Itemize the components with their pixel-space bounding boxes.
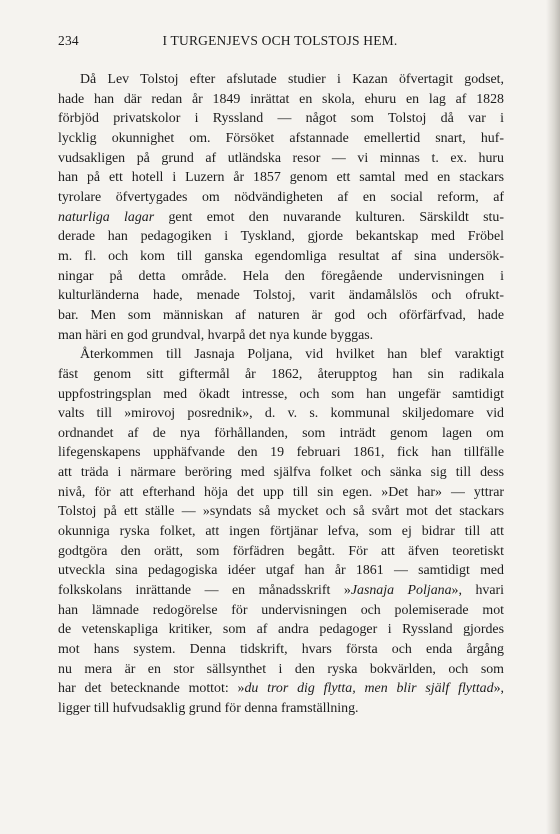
page-number: 234 bbox=[58, 33, 79, 48]
page-header bbox=[58, 33, 502, 53]
text-line bbox=[58, 443, 504, 463]
text-line bbox=[58, 463, 504, 483]
text-run: Då Lev Tolstoj efter afslutade studier i Kazan öfvertagit godset, bbox=[80, 72, 504, 87]
text-run: derade han pedagogiken i Tyskland, gjorde bekantskap med Fröbel bbox=[58, 229, 504, 245]
text-line bbox=[58, 306, 504, 326]
text-run: vudsakligen på grund af utländska resor — vi minnas t. ex. huru bbox=[58, 150, 504, 166]
text-run: lycklig okunnighet om. Försöket afstannade emellertid snart, huf- bbox=[58, 130, 504, 146]
text-run: ordnandet af de nya förhållanden, som inträdt genom lagen om bbox=[58, 425, 504, 441]
text-line bbox=[58, 267, 504, 287]
text-run: Tolstoj på ett ställe — »syndats så mycket och så svårt mot det stackars bbox=[58, 504, 504, 520]
text-run: nu mera är en stor sällsynthet i den ryska bokvärlden, och som bbox=[58, 661, 504, 677]
italic-text: Jasnaja Poljana bbox=[350, 583, 452, 599]
text-line bbox=[58, 149, 504, 169]
text-run: folkskolans inrättande — en månadsskrift » bbox=[58, 583, 351, 599]
text-run: », hvari bbox=[451, 583, 504, 599]
text-line bbox=[58, 129, 504, 149]
text-line bbox=[58, 345, 504, 365]
text-line bbox=[58, 660, 504, 680]
text-line bbox=[58, 227, 504, 247]
text-run: godtgöra den orätt, som förfädren begått. För att äfven teoretiskt bbox=[58, 543, 504, 559]
text-run: mot hans system. Denna tidskrift, hvars första och enda årgång bbox=[58, 642, 504, 658]
text-line bbox=[58, 90, 504, 110]
text-run: förbjöd privatskolor i Ryssland — något som Tolstoj då var i bbox=[58, 111, 504, 127]
text-run: man häri en god grundval, hvarpå det nya kunde byggas. bbox=[58, 327, 374, 343]
text-line bbox=[58, 502, 504, 522]
text-run: har det betecknande mottot: » bbox=[58, 681, 245, 697]
text-line bbox=[58, 385, 504, 405]
text-run: okunniga ryska folket, att ingen förtjänar lefva, som ej bidrar till att bbox=[58, 524, 504, 540]
text-line bbox=[58, 483, 504, 503]
text-line bbox=[58, 424, 504, 444]
text-line bbox=[58, 679, 504, 699]
text-run: bar. Men som människan af naturen är god och oförfärfvad, hade bbox=[58, 307, 504, 323]
text-line bbox=[58, 581, 504, 601]
text-run: han på ett hotell i Luzern år 1857 genom ett samtal med en stackars bbox=[58, 170, 504, 186]
text-line bbox=[58, 404, 504, 424]
text-run: m. fl. och kom till ganska egendomliga resultat af sina undersök- bbox=[58, 248, 504, 264]
text-run: han lämnade redogörelse för undervisningen och polemiserade mot bbox=[58, 602, 504, 618]
text-line bbox=[58, 168, 504, 188]
page-edge-shadow bbox=[546, 0, 560, 834]
text-line bbox=[58, 522, 504, 542]
text-run: », bbox=[493, 681, 504, 697]
paragraph bbox=[58, 70, 504, 345]
paragraph bbox=[58, 345, 504, 718]
text-run: lifegenskapens upphäfvande den 19 februari 1861, fick han tillfälle bbox=[58, 445, 504, 461]
running-head: I TURGENJEVS OCH TOLSTOJS HEM. bbox=[162, 33, 398, 48]
text-line bbox=[58, 699, 504, 719]
text-line bbox=[58, 542, 504, 562]
text-line bbox=[58, 247, 504, 267]
text-line bbox=[58, 640, 504, 660]
text-run: att träda i närmare beröring med själfva folket och sänka sig till dess bbox=[58, 465, 504, 481]
text-line bbox=[58, 601, 504, 621]
italic-text: naturliga lagar bbox=[58, 209, 155, 225]
text-run: ningar på detta område. Hela den föregående undervisningen i bbox=[58, 268, 504, 284]
text-run: valts till »mirovoj posrednik», d. v. s. kommunal skiljedomare vid bbox=[58, 406, 504, 422]
text-run: Återkommen till Jasnaja Poljana, vid hvilket han blef varaktigt bbox=[80, 347, 504, 363]
text-line bbox=[58, 286, 504, 306]
italic-text: du tror dig flytta, men blir själf flyttad bbox=[244, 681, 494, 697]
text-run: gent emot den nuvarande kulturen. Särskildt stu- bbox=[154, 209, 504, 225]
text-run: uppfostringsplan med ökadt intresse, och som han ungefär samtidigt bbox=[58, 386, 504, 402]
text-run: kulturländerna hade, menade Tolstoj, varit ändamålslös och ofrukt- bbox=[58, 288, 504, 304]
text-line bbox=[58, 188, 504, 208]
text-run: de vetenskapliga kritiker, som af andra pedagoger i Ryssland gjordes bbox=[58, 622, 504, 638]
text-run: fäst genom sitt giftermål år 1862, återupptog han sin radikala bbox=[58, 366, 504, 382]
text-line bbox=[58, 326, 504, 346]
text-run: utveckla sina pedagogiska idéer utgaf han år 1861 — samtidigt med bbox=[58, 563, 504, 579]
body-text bbox=[58, 70, 504, 719]
text-run: tyrolare öfvertygades om nödvändigheten af en social reform, af bbox=[58, 189, 504, 205]
text-line bbox=[58, 620, 504, 640]
text-line bbox=[58, 365, 504, 385]
text-line bbox=[58, 70, 504, 90]
text-run: nivå, för att efterhand höja det upp till sin egen. »Det har» — yttrar bbox=[58, 484, 504, 500]
text-run: hade han där redan år 1849 inrättat en skola, ehuru en lag af 1828 bbox=[58, 91, 504, 107]
text-line bbox=[58, 208, 504, 228]
text-line bbox=[58, 561, 504, 581]
text-run: ligger till hufvudsaklig grund för denna framställning. bbox=[58, 701, 359, 716]
text-line bbox=[58, 109, 504, 129]
